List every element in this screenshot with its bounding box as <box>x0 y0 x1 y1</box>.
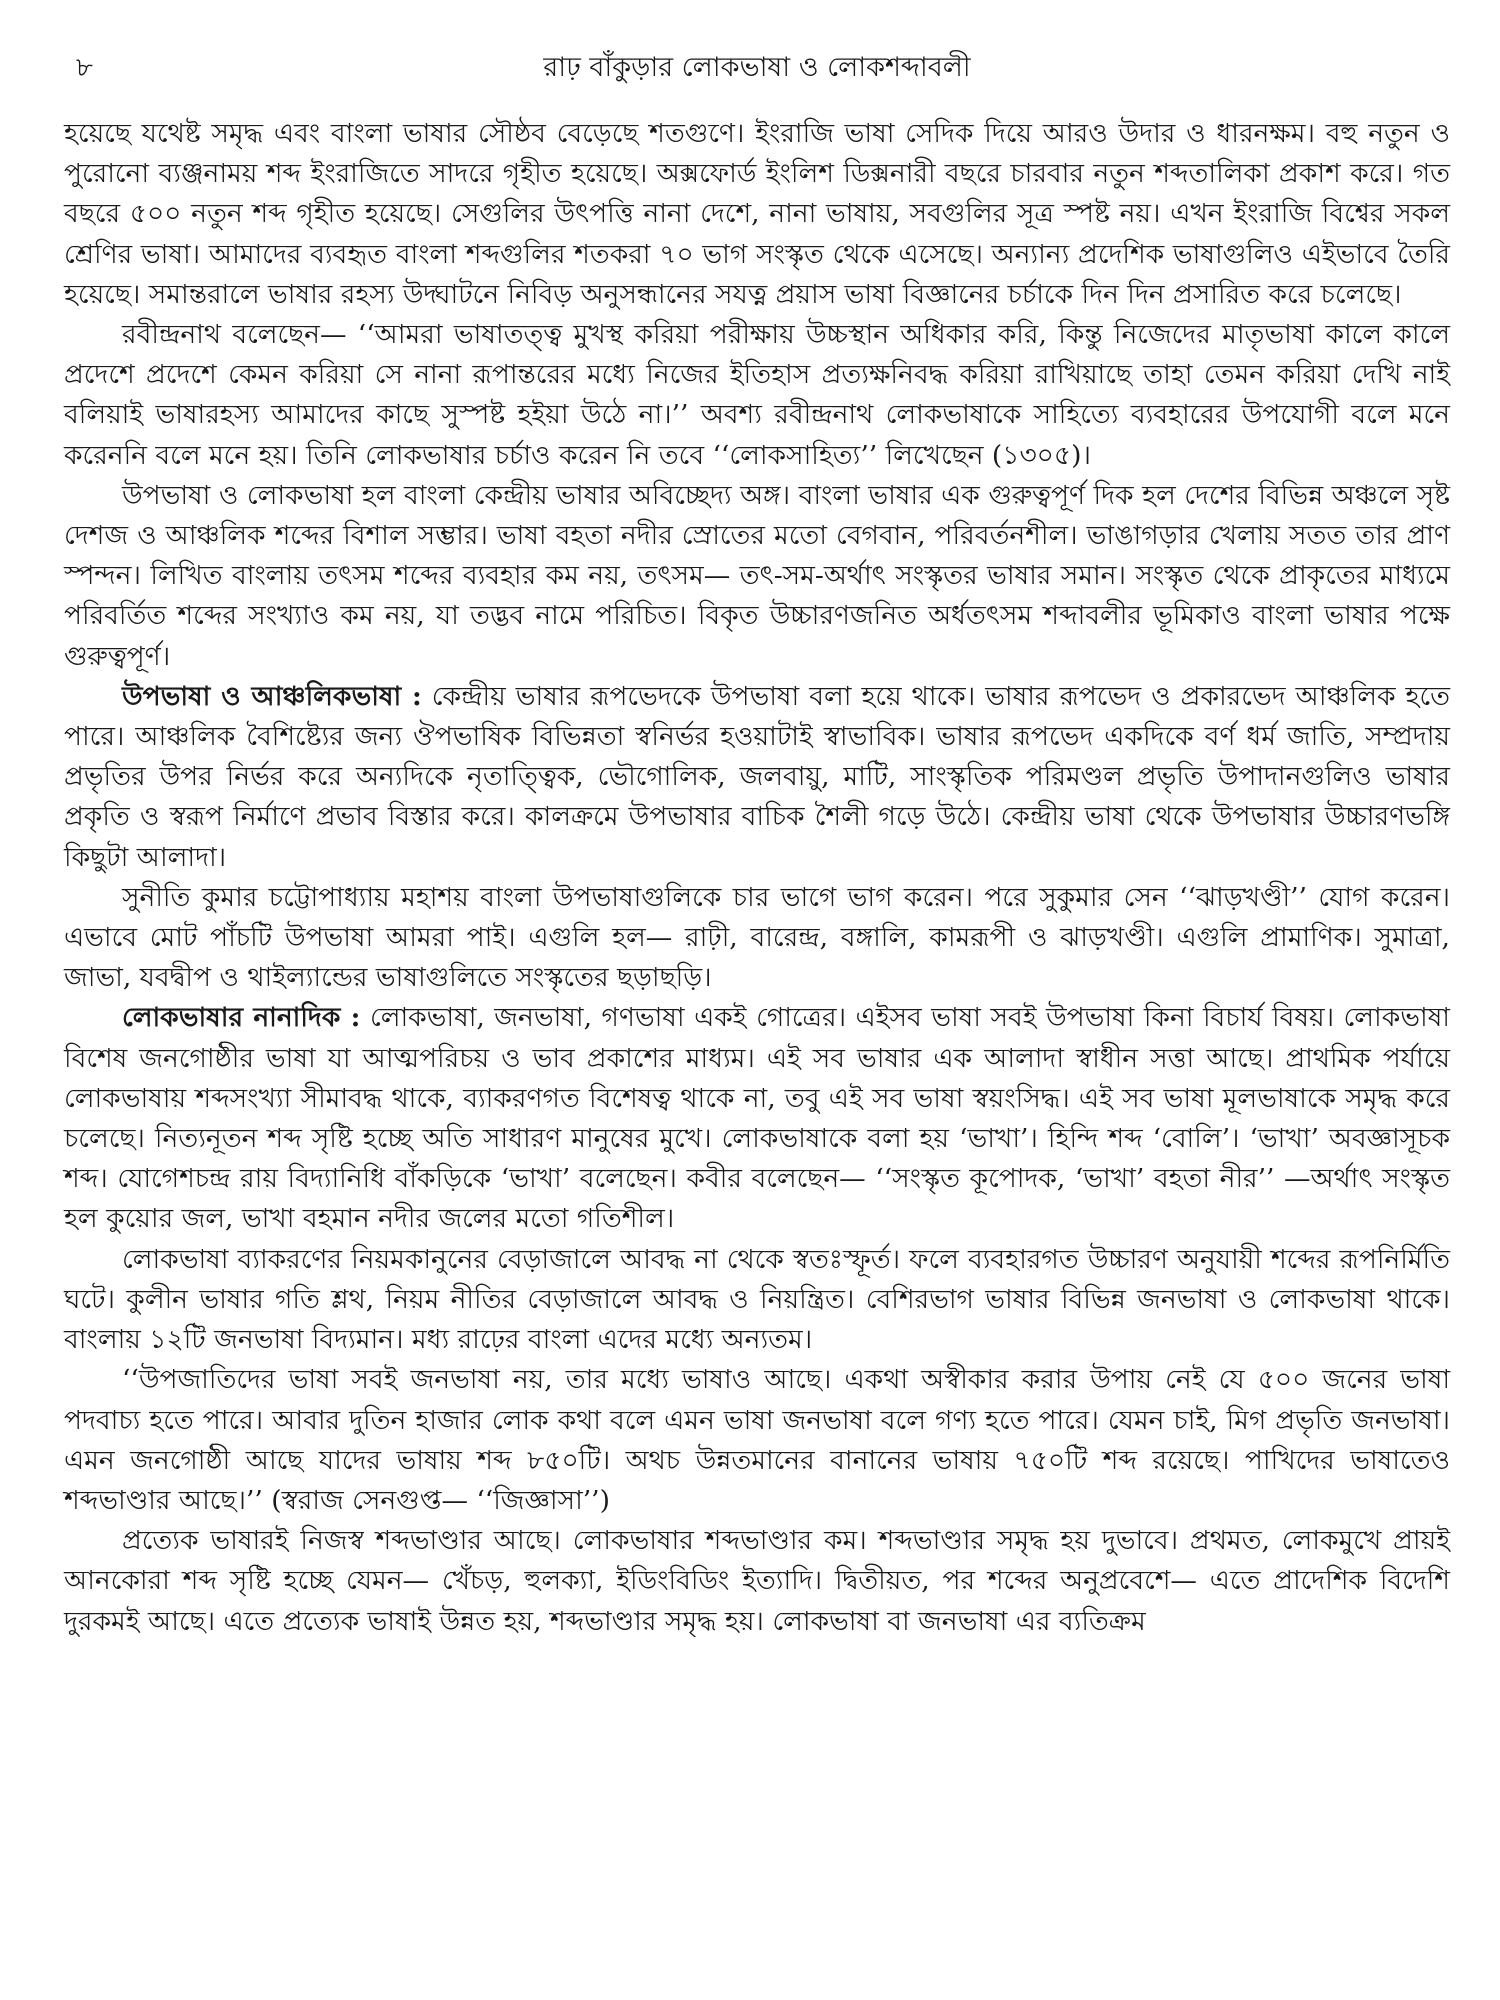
running-title: রাঢ় বাঁকুড়ার লোকভাষা ও লোকশব্দাবলী <box>543 52 971 83</box>
paragraph <box>64 315 1450 476</box>
paragraph <box>64 878 1450 999</box>
paragraph <box>64 998 1450 1239</box>
paragraph-text: প্রত্যেক ভাষারই নিজস্ব শব্দভাণ্ডার আছে। লোকভাষার শব্দভাণ্ডার কম। শব্দভাণ্ডার সমৃদ্ধ হয় দুভাবে। প্রথমত, লোকমুখে প্রায়ই আনকোরা শব্দ সৃষ্টি হচ্ছে যেমন— খেঁচড়, হুলক্যা, ইডিংবিডিং ইত্যাদি। দ্বিতীয়ত, পর শব্দের অনুপ্রবেশে— এতে প্রাদেশিক বিদেশি দুরকমই আছে। এতে প্রত্যেক ভাষাই উন্নত হয়, শব্দভাণ্ডার সমৃদ্ধ হয়। লোকভাষা বা জনভাষা এর ব্যতিক্রম <box>64 1525 1450 1637</box>
paragraph <box>64 476 1450 677</box>
section-heading: লোকভাষার নানাদিক : <box>122 1002 361 1034</box>
paragraph-text: উপভাষা ও লোকভাষা হল বাংলা কেন্দ্রীয় ভাষার অবিচ্ছেদ্য অঙ্গ। বাংলা ভাষার এক গুরুত্বপূর্ণ দিক হল দেশের বিভিন্ন অঞ্চলে সৃষ্ট দেশজ ও আঞ্চলিক শব্দের বিশাল সম্ভার। ভাষা বহতা নদীর স্রোতের মতো বেগবান, পরিবর্তনশীল। ভাঙাগড়ার খেলায় সতত তার প্রাণ স্পন্দন। লিখিত বাংলায় তৎসম শব্দের ব্যবহার কম নয়, তৎসম— তৎ-সম-অর্থাৎ সংস্কৃতর ভাষার সমান। সংস্কৃত থেকে প্রাকৃতের মাধ্যমে পরিবর্তিত শব্দের সংখ্যাও কম নয়, যা তদ্ভব নামে পরিচিত। বিকৃত উচ্চারণজনিত অর্ধতৎসম শব্দাবলীর ভূমিকাও বাংলা ভাষার পক্ষে গুরুত্বপূর্ণ। <box>64 479 1450 672</box>
paragraph-text: রবীন্দ্রনাথ বলেছেন— ‘‘আমরা ভাষাতত্ত্ব মুখস্থ করিয়া পরীক্ষায় উচ্চস্থান অধিকার করি, কিন্তু নিজেদের মাতৃভাষা কালে কালে প্রদেশে প্রদেশে কেমন করিয়া সে নানা রূপান্তরের মধ্যে নিজের ইতিহাস প্রত্যক্ষনিবদ্ধ করিয়া রাখিয়াছে তাহা তেমন করিয়া দেখি নাই বলিয়াই ভাষারহস্য আমাদের কাছে সুস্পষ্ট হইয়া উঠে না।’’ অবশ্য রবীন্দ্রনাথ লোকভাষাকে সাহিত্যে ব্যবহারের উপযোগী বলে মনে করেননি বলে মনে হয়। তিনি লোকভাষার চর্চাও করেন নি তবে ‘‘লোকসাহিত্য’’ লিখেছেন (১৩০৫)। <box>64 319 1450 471</box>
paragraph-text: ‘‘উপজাতিদের ভাষা সবই জনভাষা নয়, তার মধ্যে ভাষাও আছে। একথা অস্বীকার করার উপায় নেই যে ৫০০ জনের ভাষা পদবাচ্য হতে পারে। আবার দুতিন হাজার লোক কথা বলে এমন ভাষা জনভাষা বলে গণ্য হতে পারে। যেমন চাই, মিগ প্রভৃতি জনভাষা। এমন জনগোষ্ঠী আছে যাদের ভাষায় শব্দ ৮৫০টি। অথচ উন্নতমানের বানানের ভাষায় ৭৫০টি শব্দ রয়েছে। পাখিদের ভাষাতেও শব্দভাণ্ডার আছে।’’ (স্বরাজ সেনগুপ্ত— ‘‘জিজ্ঞাসা’’) <box>64 1364 1450 1516</box>
section-heading: উপভাষা ও আঞ্চলিকভাষা : <box>122 680 422 712</box>
paragraph-text: কেন্দ্রীয় ভাষার রূপভেদকে উপভাষা বলা হয়ে থাকে। ভাষার রূপভেদ ও প্রকারভেদ আঞ্চলিক হতে পারে। আঞ্চলিক বৈশিষ্ট্যের জন্য ঔপভাষিক বিভিন্নতা স্বনির্ভর হওয়াটাই স্বাভাবিক। ভাষার রূপভেদ একদিকে বর্ণ ধর্ম জাতি, সম্প্রদায় প্রভৃতির উপর নির্ভর করে অন্যদিকে নৃতাত্ত্বিক, ভৌগোলিক, জলবায়ু, মাটি, সাংস্কৃতিক পরিমণ্ডল প্রভৃতি উপাদানগুলিও ভাষার প্রকৃতি ও স্বরূপ নির্মাণে প্রভাব বিস্তার করে। কালক্রমে উপভাষার বাচিক শৈলী গড়ে উঠে। কেন্দ্রীয় ভাষা থেকে উপভাষার উচ্চারণভঙ্গি কিছুটা আলাদা। <box>64 680 1450 873</box>
paragraph-text: লোকভাষা, জনভাষা, গণভাষা একই গোত্রের। এইসব ভাষা সবই উপভাষা কিনা বিচার্য বিষয়। লোকভাষা বিশেষ জনগোষ্ঠীর ভাষা যা আত্মপরিচয় ও ভাব প্রকাশের মাধ্যম। এই সব ভাষার এক আলাদা স্বাধীন সত্তা আছে। প্রাথমিক পর্যায়ে লোকভাষায় শব্দসংখ্যা সীমাবদ্ধ থাকে, ব্যাকরণগত বিশেষত্ব থাকে না, তবু এই সব ভাষা স্বয়ংসিদ্ধ। এই সব ভাষা মূলভাষাকে সমৃদ্ধ করে চলেছে। নিত্যনূতন শব্দ সৃষ্টি হচ্ছে অতি সাধারণ মানুষের মুখে। লোকভাষাকে বলা হয় ‘ভাখা’। হিন্দি শব্দ ‘বোলি’। ‘ভাখা’ অবজ্ঞাসূচক শব্দ। যোগেশচন্দ্র রায় বিদ্যানিধি বাঁকড়িকে ‘ভাখা’ বলেছেন। কবীর বলেছেন— ‘‘সংস্কৃত কূপোদক, ‘ভাখা’ বহতা নীর’’ —অর্থাৎ সংস্কৃত হল কুয়োর জল, ভাখা বহমান নদীর জলের মতো গতিশীল। <box>64 1002 1450 1235</box>
paragraph <box>64 677 1450 878</box>
paragraph <box>64 1240 1450 1361</box>
running-head <box>64 48 1450 88</box>
paragraph-text: হয়েছে যথেষ্ট সমৃদ্ধ এবং বাংলা ভাষার সৌষ্ঠব বেড়েছে শতগুণে। ইংরাজি ভাষা সেদিক দিয়ে আরও উদার ও ধারনক্ষম। বহু নতুন ও পুরোনো ব্যঞ্জনাময় শব্দ ইংরাজিতে সাদরে গৃহীত হয়েছে। অক্সফোর্ড ইংলিশ ডিক্সনারী বছরে চারবার নতুন শব্দতালিকা প্রকাশ করে। গত বছরে ৫০০ নতুন শব্দ গৃহীত হয়েছে। সেগুলির উৎপত্তি নানা দেশে, নানা ভাষায়, সবগুলির সূত্র স্পষ্ট নয়। এখন ইংরাজি বিশ্বের সকল শ্রেণির ভাষা। আমাদের ব্যবহৃত বাংলা শব্দগুলির শতকরা ৭০ ভাগ সংস্কৃত থেকে এসেছে। অন্যান্য প্রদেশিক ভাষাগুলিও এইভাবে তৈরি হয়েছে। সমান্তরালে ভাষার রহস্য উদ্ঘাটনে নিবিড় অনুসন্ধানের সযত্ন প্রয়াস ভাষা বিজ্ঞানের চর্চাকে দিন দিন প্রসারিত করে চলেছে। <box>64 118 1450 310</box>
page-number: ৮ <box>76 53 93 83</box>
body-text <box>64 114 1450 1642</box>
paragraph-text: সুনীতি কুমার চট্টোপাধ্যায় মহাশয় বাংলা উপভাষাগুলিকে চার ভাগে ভাগ করেন। পরে সুকুমার সেন ‘‘ঝাড়খণ্ডী’’ যোগ করেন। এভাবে মোট পাঁচটি উপভাষা আমরা পাই। এগুলি হল— রাঢ়ী, বারেন্দ্র, বঙ্গালি, কামরূপী ও ঝাড়খণ্ডী। এগুলি প্রামাণিক। সুমাত্রা, জাভা, যবদ্বীপ ও থাইল্যান্ডের ভাষাগুলিতে সংস্কৃতের ছড়াছড়ি। <box>64 881 1450 994</box>
paragraph <box>64 1521 1450 1642</box>
paragraph <box>64 114 1450 315</box>
paragraph <box>64 1360 1450 1521</box>
paragraph-text: লোকভাষা ব্যাকরণের নিয়মকানুনের বেড়াজালে আবদ্ধ না থেকে স্বতঃস্ফূর্ত। ফলে ব্যবহারগত উচ্চারণ অনুযায়ী শব্দের রূপনির্মিতি ঘটে। কুলীন ভাষার গতি শ্লথ, নিয়ম নীতির বেড়াজালে আবদ্ধ ও নিয়ন্ত্রিত। বেশিরভাগ ভাষার বিভিন্ন জনভাষা ও লোকভাষা থাকে। বাংলায় ১২টি জনভাষা বিদ্যমান। মধ্য রাঢ়ের বাংলা এদের মধ্যে অন্যতম। <box>64 1243 1450 1356</box>
